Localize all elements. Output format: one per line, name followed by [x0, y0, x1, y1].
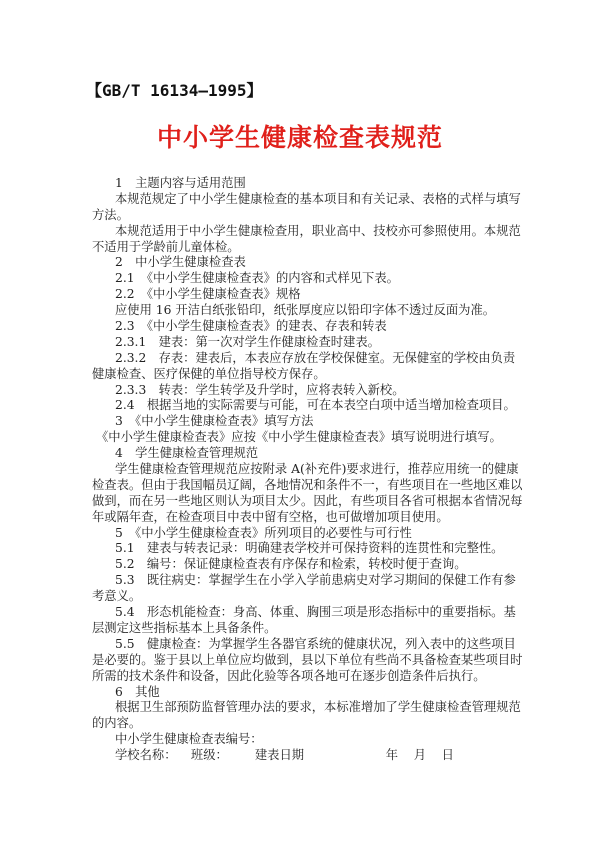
- text-line: 方法。: [92, 207, 129, 222]
- text-line: 2.3.2 存表：建表后，本表应存放在学校保健室。无保健室的学校由负责: [115, 350, 516, 365]
- text-line: 年或隔年查，在检查项目中表中留有空格，也可做增加项目使用。: [92, 509, 449, 524]
- school-name-label: 学校名称：: [115, 748, 177, 763]
- text-line: 应使用 16 开洁白纸张铅印，纸张厚度应以铅印字体不透过反面为准。: [115, 303, 496, 318]
- standard-code: 【GB/T 16134—1995】: [86, 81, 263, 100]
- text-line: 做到，而在另一些地区则认为项目太少。因此，有些项目各省可根据本省情况每: [92, 493, 523, 508]
- text-line: 检查表。但由于我国幅员辽阔，各地情况和条件不一，有些项目在一些地区难以: [92, 477, 523, 492]
- text-line: 6 其他: [115, 684, 160, 699]
- text-line: 5 《中小学生健康检查表》所列项目的必要性与可行性: [115, 525, 412, 540]
- page-title: 中小学生健康检查表规范: [156, 123, 443, 152]
- text-line: 学生健康检查管理规范应按附录 A(补充件)要求进行，推荐应用统一的健康: [115, 462, 519, 477]
- text-line: 的内容。: [92, 716, 142, 731]
- day-label: 日: [441, 748, 454, 763]
- text-line: 健康检查、医疗保健的单位指导校方保存。: [92, 366, 326, 381]
- text-line: 4 学生健康检查管理规范: [115, 446, 259, 461]
- text-line: 2.1 《中小学生健康检查表》的内容和式样见下表。: [115, 271, 399, 286]
- text-line: 5.2 编号：保证健康检查表有序保存和检索，转校时便于查询。: [115, 557, 467, 572]
- text-line: 层测定这些指标基本上具备条件。: [92, 620, 277, 635]
- text-line: 3 《中小学生健康检查表》填写方法: [115, 414, 314, 429]
- text-line: 1 主题内容与适用范围: [115, 176, 246, 190]
- text-line: 2.3.3 转表：学生转学及升学时，应将表转入新校。: [115, 382, 405, 397]
- text-line: 中小学生健康检查表编号：: [115, 732, 263, 747]
- text-line: 不适用于学龄前儿童体检。: [92, 239, 240, 254]
- text-line: 本规范适用于中小学生健康检查用，职业高中、技校亦可参照使用。本规范: [115, 223, 521, 238]
- text-line: 考意义。: [92, 589, 142, 604]
- text-line: 2.4 根据当地的实际需要与可能，可在本表空白项中适当增加检查项目。: [115, 398, 516, 413]
- text-line: 2 中小学生健康检查表: [115, 255, 246, 270]
- text-line: 5.3 既往病史：掌握学生在小学入学前患病史对学习期间的保健工作有参: [115, 573, 516, 588]
- year-label: 年: [385, 748, 399, 763]
- text-line: 2.3 《中小学生健康检查表》的建表、存表和转表: [115, 319, 387, 334]
- text-line: 根据卫生部预防监督管理办法的要求，本标准增加了学生健康检查管理规范: [115, 700, 521, 715]
- text-line: 5.4 形态机能检查：身高、体重、胸围三项是形态指标中的重要指标。基: [115, 605, 516, 620]
- text-line: 5.1 建表与转表记录：明确建表学校并可保持资料的连贯性和完整性。: [115, 541, 504, 556]
- form-line: [92, 748, 522, 764]
- text-line: 《中小学生健康检查表》应按《中小学生健康检查表》填写说明进行填写。: [96, 430, 502, 445]
- text-line: 5.5 健康检查：为掌握学生各器官系统的健康状况，列入表中的这些项目: [115, 636, 516, 651]
- document-body: [92, 176, 522, 764]
- class-label: 班级：: [190, 748, 228, 763]
- text-line: 2.2 《中小学生健康检查表》规格: [115, 287, 301, 302]
- build-date-label: 建表日期: [254, 748, 305, 763]
- text-line: 2.3.1 建表：第一次对学生作健康检查时建表。: [115, 334, 380, 349]
- month-label: 月: [413, 748, 426, 763]
- text-line: 本规范规定了中小学生健康检查的基本项目和有关记录、表格的式样与填写: [115, 191, 521, 206]
- text-line: 是必要的。鉴于县以上单位应均做到，县以下单位有些尚不具备检查某些项目时: [92, 652, 523, 667]
- text-line: 所需的技术条件和设备，因此化验等各项各地可在逐步创造条件后执行。: [92, 668, 486, 683]
